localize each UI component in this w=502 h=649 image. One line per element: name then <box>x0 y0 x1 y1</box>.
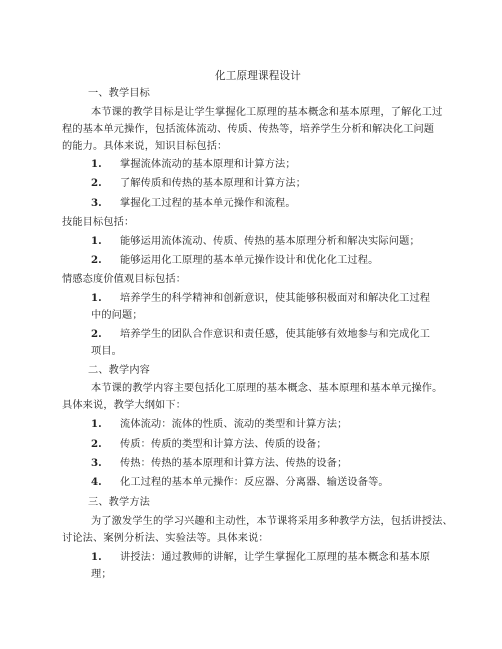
list-item-text: 中的问题； <box>91 310 143 321</box>
subsection-heading: 情感态度价值观目标包括： <box>62 274 187 285</box>
section-heading: 一、教学目标 <box>88 88 151 99</box>
paragraph-line: 本节课的教学目标是让学生掌握化工原理的基本概念和基本原理，了解化工过 <box>91 107 443 118</box>
list-number: 4. <box>91 476 102 488</box>
list-item-text: 培养学生的团队合作意识和责任感，使其能够有效地参与和完成化工 <box>120 329 431 340</box>
list-item-text: 能够运用化工原理的基本单元操作设计和优化化工过程。 <box>120 255 379 266</box>
section-heading: 二、教学内容 <box>88 365 151 376</box>
list-item-text: 掌握化工过程的基本单元操作和流程。 <box>120 198 296 209</box>
list-item-text: 传质：传质的类型和计算方法、传质的设备； <box>120 439 327 450</box>
list-item-text: 传热：传热的基本原理和计算方法、传热的设备； <box>120 458 348 469</box>
list-number: 2. <box>91 254 102 266</box>
list-number: 1. <box>91 292 102 304</box>
document-title: 化工原理课程设计 <box>215 70 301 82</box>
list-item-text: 化工过程的基本单元操作：反应器、分离器、输送设备等。 <box>120 477 389 488</box>
list-number: 3. <box>91 197 102 209</box>
paragraph-line: 本节课的教学内容主要包括化工原理的基本概念、基本原理和基本单元操作。 <box>91 383 443 394</box>
list-item-text: 理； <box>91 569 112 580</box>
list-number: 1. <box>91 235 102 247</box>
list-item-text: 流体流动：流体的性质、流动的类型和计算方法； <box>120 419 348 430</box>
section-heading: 三、教学方法 <box>88 497 151 508</box>
list-number: 2. <box>91 328 102 340</box>
subsection-heading: 技能目标包括： <box>62 217 135 228</box>
list-item-text: 了解传质和传热的基本原理和计算方法； <box>120 178 307 189</box>
list-item-text: 能够运用流体流动、传质、传热的基本原理分析和解决实际问题； <box>120 236 420 247</box>
paragraph-line: 讨论法、案例分析法、实验法等。具体来说： <box>62 533 269 544</box>
list-number: 2. <box>91 438 102 450</box>
paragraph-line: 的能力。具体来说，知识目标包括： <box>62 141 228 152</box>
list-item-text: 项目。 <box>91 346 123 357</box>
list-number: 1. <box>91 158 102 170</box>
list-item-text: 掌握流体流动的基本原理和计算方法； <box>120 159 296 170</box>
paragraph-line: 为了激发学生的学习兴趣和主动性，本节课将采用多种教学方法，包括讲授法、 <box>91 516 453 527</box>
list-item-text: 讲授法：通过教师的讲解，让学生掌握化工原理的基本概念和基本原 <box>120 552 431 563</box>
list-number: 1. <box>91 551 102 563</box>
list-number: 2. <box>91 177 102 189</box>
paragraph-line: 程的基本单元操作，包括流体流动、传质、传热等，培养学生分析和解决化工问题 <box>62 124 435 135</box>
list-item-text: 培养学生的科学精神和创新意识，使其能够积极面对和解决化工过程 <box>120 293 431 304</box>
list-number: 1. <box>91 418 102 430</box>
paragraph-line: 具体来说，教学大纲如下： <box>62 400 187 411</box>
list-number: 3. <box>91 457 102 469</box>
